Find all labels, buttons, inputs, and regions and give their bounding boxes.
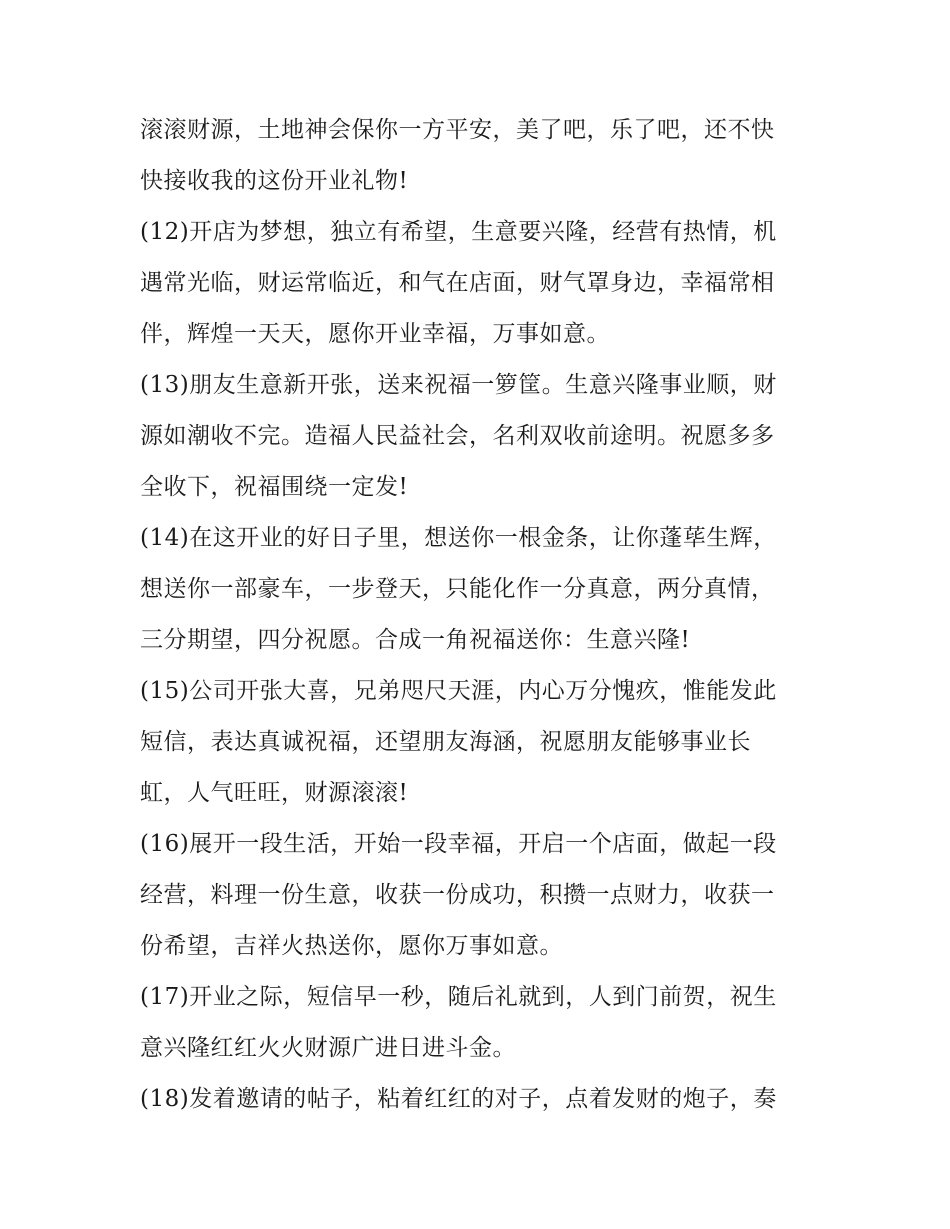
text-line: 经营，料理一份生意，收获一份成功，积攒一点财力，收获一 bbox=[140, 882, 775, 908]
text-line: 短信，表达真诚祝福，还望朋友海涵，祝愿朋友能够事业长 bbox=[140, 729, 751, 755]
text-line: (18)发着邀请的帖子，粘着红红的对子，点着发财的炮子，奏 bbox=[140, 1086, 777, 1112]
text-line: (16)展开一段生活，开始一段幸福，开启一个店面，做起一段 bbox=[140, 831, 777, 857]
text-line: 三分期望，四分祝愿。合成一角祝福送你：生意兴隆! bbox=[140, 627, 691, 653]
text-line: 遇常光临，财运常临近，和气在店面，财气罩身边，幸福常相 bbox=[140, 270, 775, 296]
text-line: 源如潮收不完。造福人民益社会，名利双收前途明。祝愿多多 bbox=[140, 423, 775, 449]
text-line: 份希望，吉祥火热送你，愿你万事如意。 bbox=[140, 933, 563, 959]
text-line: (17)开业之际，短信早一秒，随后礼就到，人到门前贺，祝生 bbox=[140, 984, 777, 1010]
text-line: 伴，辉煌一天天，愿你开业幸福，万事如意。 bbox=[140, 321, 610, 347]
text-line: 快接收我的这份开业礼物! bbox=[140, 168, 409, 194]
text-line: (15)公司开张大喜，兄弟咫尺天涯，内心万分愧疚，惟能发此 bbox=[140, 678, 777, 704]
text-line: 全收下，祝福围绕一定发! bbox=[140, 474, 409, 500]
body-text bbox=[140, 105, 830, 1125]
text-line: (13)朋友生意新开张，送来祝福一箩筐。生意兴隆事业顺，财 bbox=[140, 372, 777, 398]
text-line: 意兴隆红红火火财源广进日进斗金。 bbox=[140, 1035, 516, 1061]
text-line: 虹，人气旺旺，财源滚滚! bbox=[140, 780, 409, 806]
text-line: (12)开店为梦想，独立有希望，生意要兴隆，经营有热情，机 bbox=[140, 219, 777, 245]
text-line: 想送你一部豪车，一步登天，只能化作一分真意，两分真情， bbox=[140, 576, 775, 602]
text-line: (14)在这开业的好日子里，想送你一根金条，让你蓬荜生辉， bbox=[140, 525, 777, 551]
text-line: 滚滚财源，土地神会保你一方平安，美了吧，乐了吧，还不快 bbox=[140, 117, 775, 143]
